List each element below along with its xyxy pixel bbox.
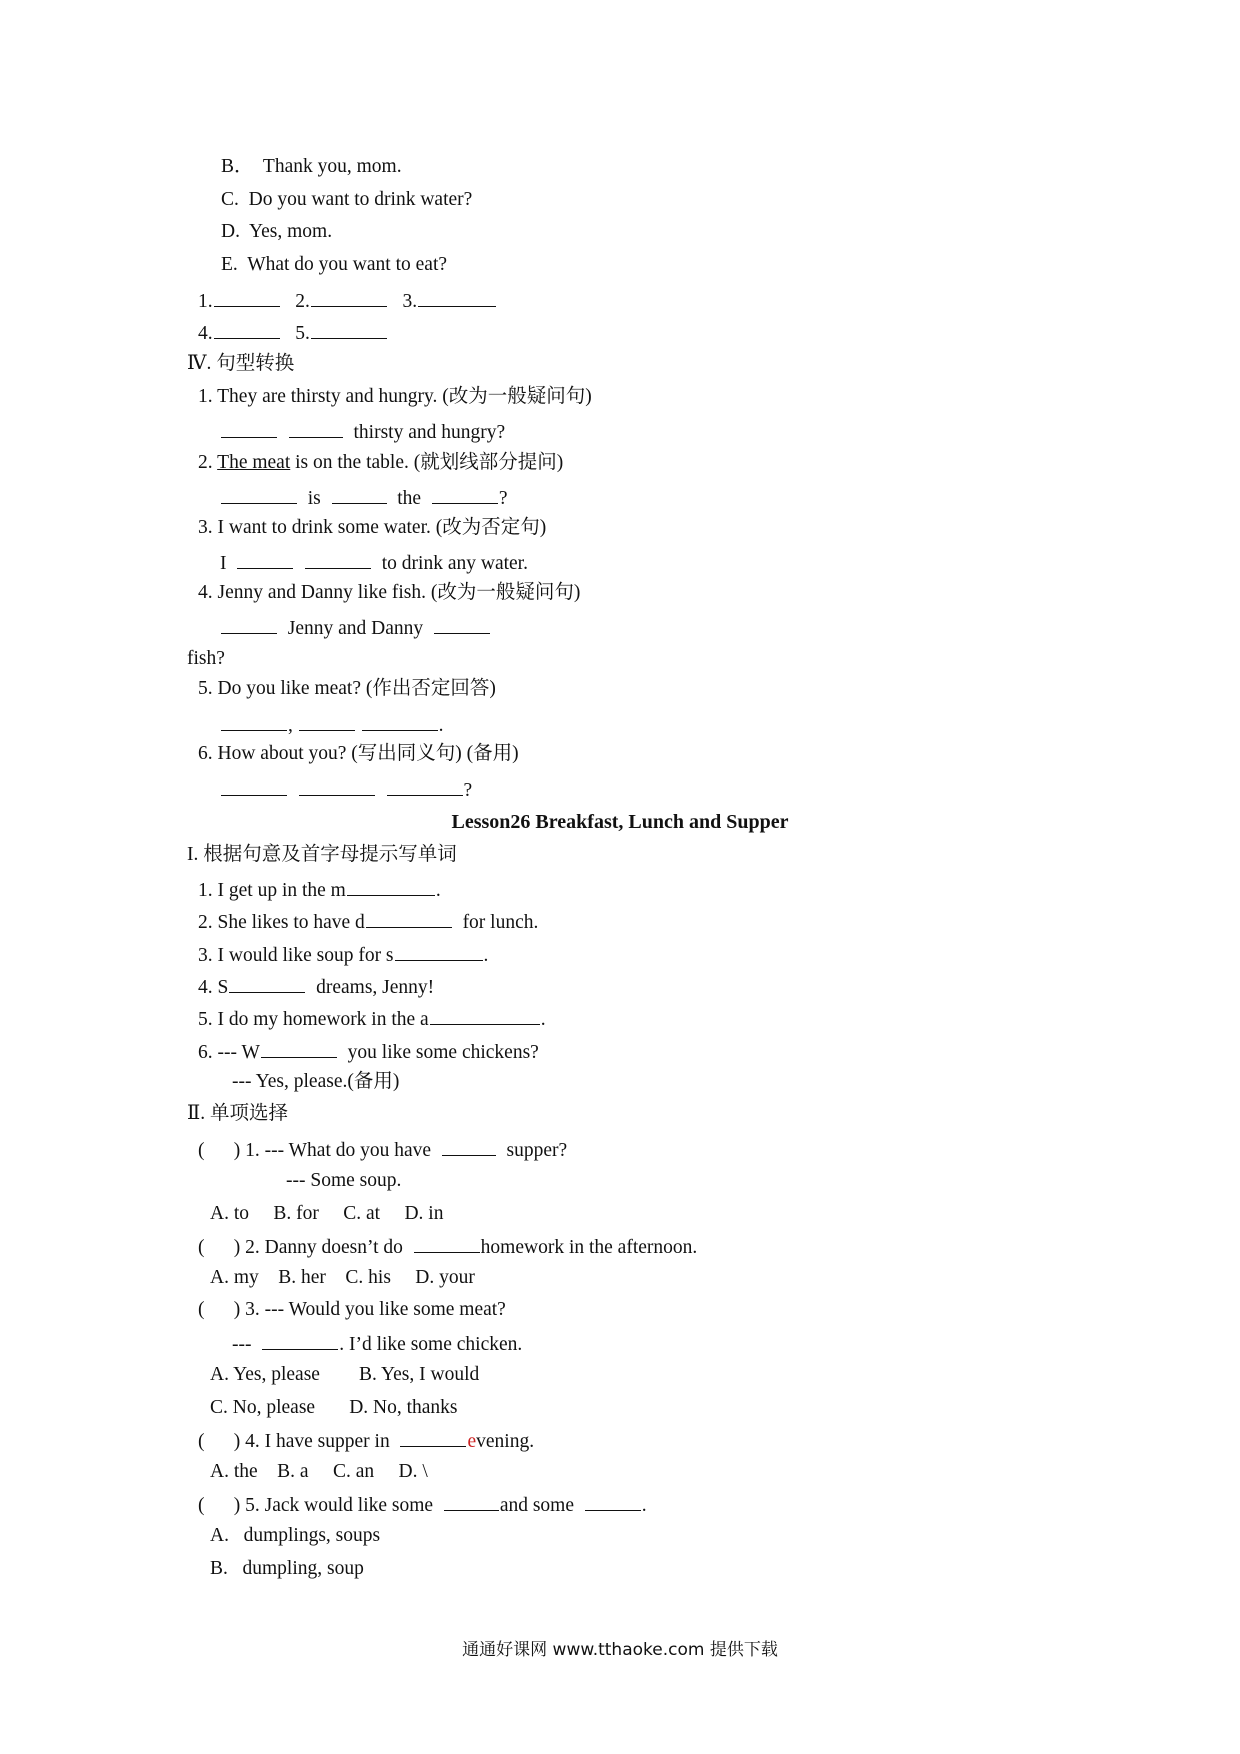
section2-q5: ( ) 5. Jack would like some and some . xyxy=(198,1492,647,1518)
page-footer: 通通好课网 www.tthaoke.com 提供下载 xyxy=(462,1640,778,1660)
section2-q5-option-a: A. dumplings, soups xyxy=(210,1525,381,1546)
section4-q6: 6. How about you? (写出同义句) (备用) xyxy=(198,743,519,764)
section4-q5: 5. Do you like meat? (作出否定回答) xyxy=(198,678,496,699)
section4-a5: , . xyxy=(220,712,444,738)
section2-q3-options-ab: A. Yes, please B. Yes, I would xyxy=(210,1364,480,1385)
section1-heading: I. 根据句意及首字母提示写单词 xyxy=(187,844,457,865)
section1-item-6: 6. --- W you like some chickens? xyxy=(198,1039,539,1065)
section2-q1: ( ) 1. --- What do you have supper? xyxy=(198,1137,567,1163)
section4-q1: 1. They are thirsty and hungry. (改为一般疑问句) xyxy=(198,386,592,407)
option-d: D. Yes, mom. xyxy=(221,221,333,242)
section2-q3-reply: --- . I’d like some chicken. xyxy=(232,1331,522,1357)
section4-q2: 2. The meat is on the table. (就划线部分提问) xyxy=(198,452,564,473)
section4-q4: 4. Jenny and Danny like fish. (改为一般疑问句) xyxy=(198,582,581,603)
section4-a1: thirsty and hungry? xyxy=(220,419,505,445)
section4-a4: Jenny and Danny xyxy=(220,615,491,641)
option-c: C. Do you want to drink water? xyxy=(221,189,473,210)
section1-item-1: 1. I get up in the m . xyxy=(198,877,441,903)
section1-item-5: 5. I do my homework in the a . xyxy=(198,1006,546,1032)
section2-q1-reply: --- Some soup. xyxy=(286,1170,402,1191)
section4-a4-wrap: fish? xyxy=(187,648,225,669)
section4-heading: Ⅳ. 句型转换 xyxy=(187,353,295,374)
option-e: E. What do you want to eat? xyxy=(221,254,448,275)
section2-q2-options: A. my B. her C. his D. your xyxy=(210,1267,475,1288)
section2-q4-options: A. the B. a C. an D. \ xyxy=(210,1461,428,1482)
section1-item-2: 2. She likes to have d for lunch. xyxy=(198,909,538,935)
lesson-title: Lesson26 Breakfast, Lunch and Supper xyxy=(451,811,789,833)
section2-q1-options: A. to B. for C. at D. in xyxy=(210,1203,444,1224)
section4-a6: ? xyxy=(220,777,472,803)
section1-item-6-reply: --- Yes, please.(备用) xyxy=(232,1071,400,1092)
option-b: B． Thank you, mom. xyxy=(221,156,402,177)
section4-a2: is the ? xyxy=(220,485,508,511)
section1-item-4: 4. S dreams, Jenny! xyxy=(198,974,434,1000)
section4-a3: I to drink any water. xyxy=(220,550,528,576)
section1-item-3: 3. I would like soup for s . xyxy=(198,942,488,968)
section4-q3: 3. I want to drink some water. (改为否定句) xyxy=(198,517,547,538)
section2-q3: ( ) 3. --- Would you like some meat? xyxy=(198,1299,506,1320)
section2-heading: Ⅱ. 单项选择 xyxy=(187,1103,289,1124)
section2-q2: ( ) 2. Danny doesn’t do homework in the afternoon. xyxy=(198,1234,697,1260)
answer-row-1: 1. 2. 3. xyxy=(198,288,497,314)
section2-q5-option-b: B. dumpling, soup xyxy=(210,1558,364,1579)
section2-q4: ( ) 4. I have supper in evening. xyxy=(198,1428,534,1454)
answer-row-2: 4. 5. xyxy=(198,320,388,346)
section2-q3-options-cd: C. No, please D. No, thanks xyxy=(210,1397,458,1418)
